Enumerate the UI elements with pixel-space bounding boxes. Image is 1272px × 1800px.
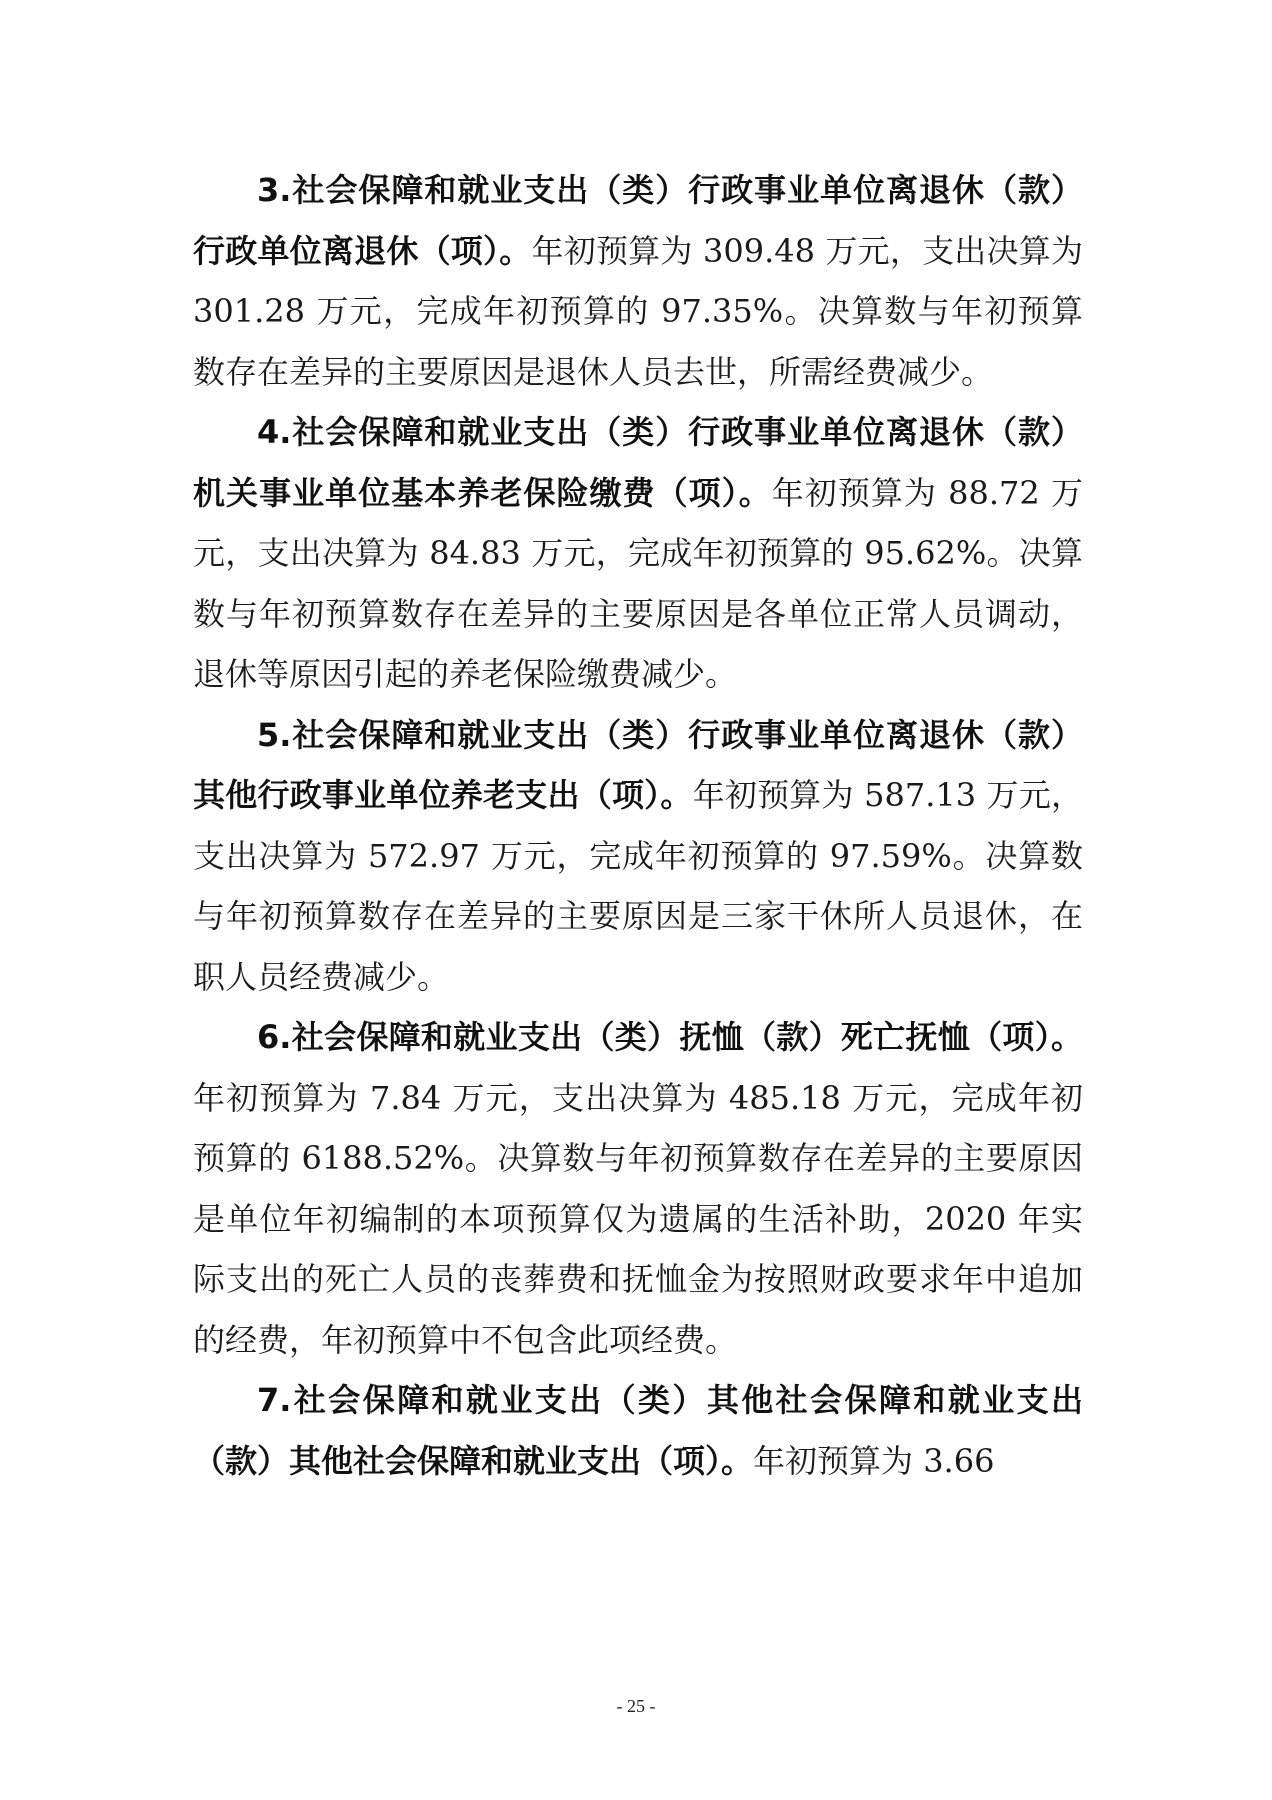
paragraph-text: 年初预算为 7.84 万元，支出决算为 485.18 万元，完成年初预算的 6188.52%。决算数与年初预算数存在差异的主要原因是单位年初编制的本项预算仅为遗属的生活补助，2020 年实际支出的死亡人员的丧葬费和抚恤金为按照财政要求年中追加的经费，年初预算中不包含此项经费。 [193,1078,1083,1359]
paragraph-heading: 7.社会保障和就业支出（类）其他社会保障和就业支出（款）其他社会保障和就业支出（项）。 [193,1381,1083,1480]
paragraph-text: 年初预算为 88.72 万元，支出决算为 84.83 万元，完成年初预算的 95.62%。决算数与年初预算数存在差异的主要原因是各单位正常人员调动，退休等原因引起的养老保险缴费减少。 [193,473,1083,693]
paragraph-heading: 3.社会保障和就业支出（类）行政事业单位离退休（款）行政单位离退休（项）。 [193,171,1083,270]
paragraph-heading: 4.社会保障和就业支出（类）行政事业单位离退休（款）机关事业单位基本养老保险缴费（项）。 [193,413,1083,512]
document-body [193,160,1083,1491]
paragraph-item-5 [193,705,1083,1008]
paragraph-text: 年初预算为 3.66 [753,1441,995,1480]
paragraph-heading: 5.社会保障和就业支出（类）行政事业单位离退休（款）其他行政事业单位养老支出（项）。 [193,715,1083,814]
paragraph-item-7 [193,1370,1083,1491]
paragraph-text: 年初预算为 587.13 万元，支出决算为 572.97 万元，完成年初预算的 97.59%。决算数与年初预算数存在差异的主要原因是三家干休所人员退休，在职人员经费减少。 [193,776,1083,996]
paragraph-item-3 [193,160,1083,402]
page-number: - 25 - [616,1696,656,1716]
paragraph-item-4 [193,402,1083,705]
paragraph-item-6 [193,1007,1083,1370]
paragraph-heading: 6.社会保障和就业支出（类）抚恤（款）死亡抚恤（项）。 [257,1018,1083,1056]
paragraph-text: 年初预算为 309.48 万元，支出决算为 301.28 万元，完成年初预算的 97.35%。决算数与年初预算数存在差异的主要原因是退休人员去世，所需经费减少。 [193,231,1083,391]
